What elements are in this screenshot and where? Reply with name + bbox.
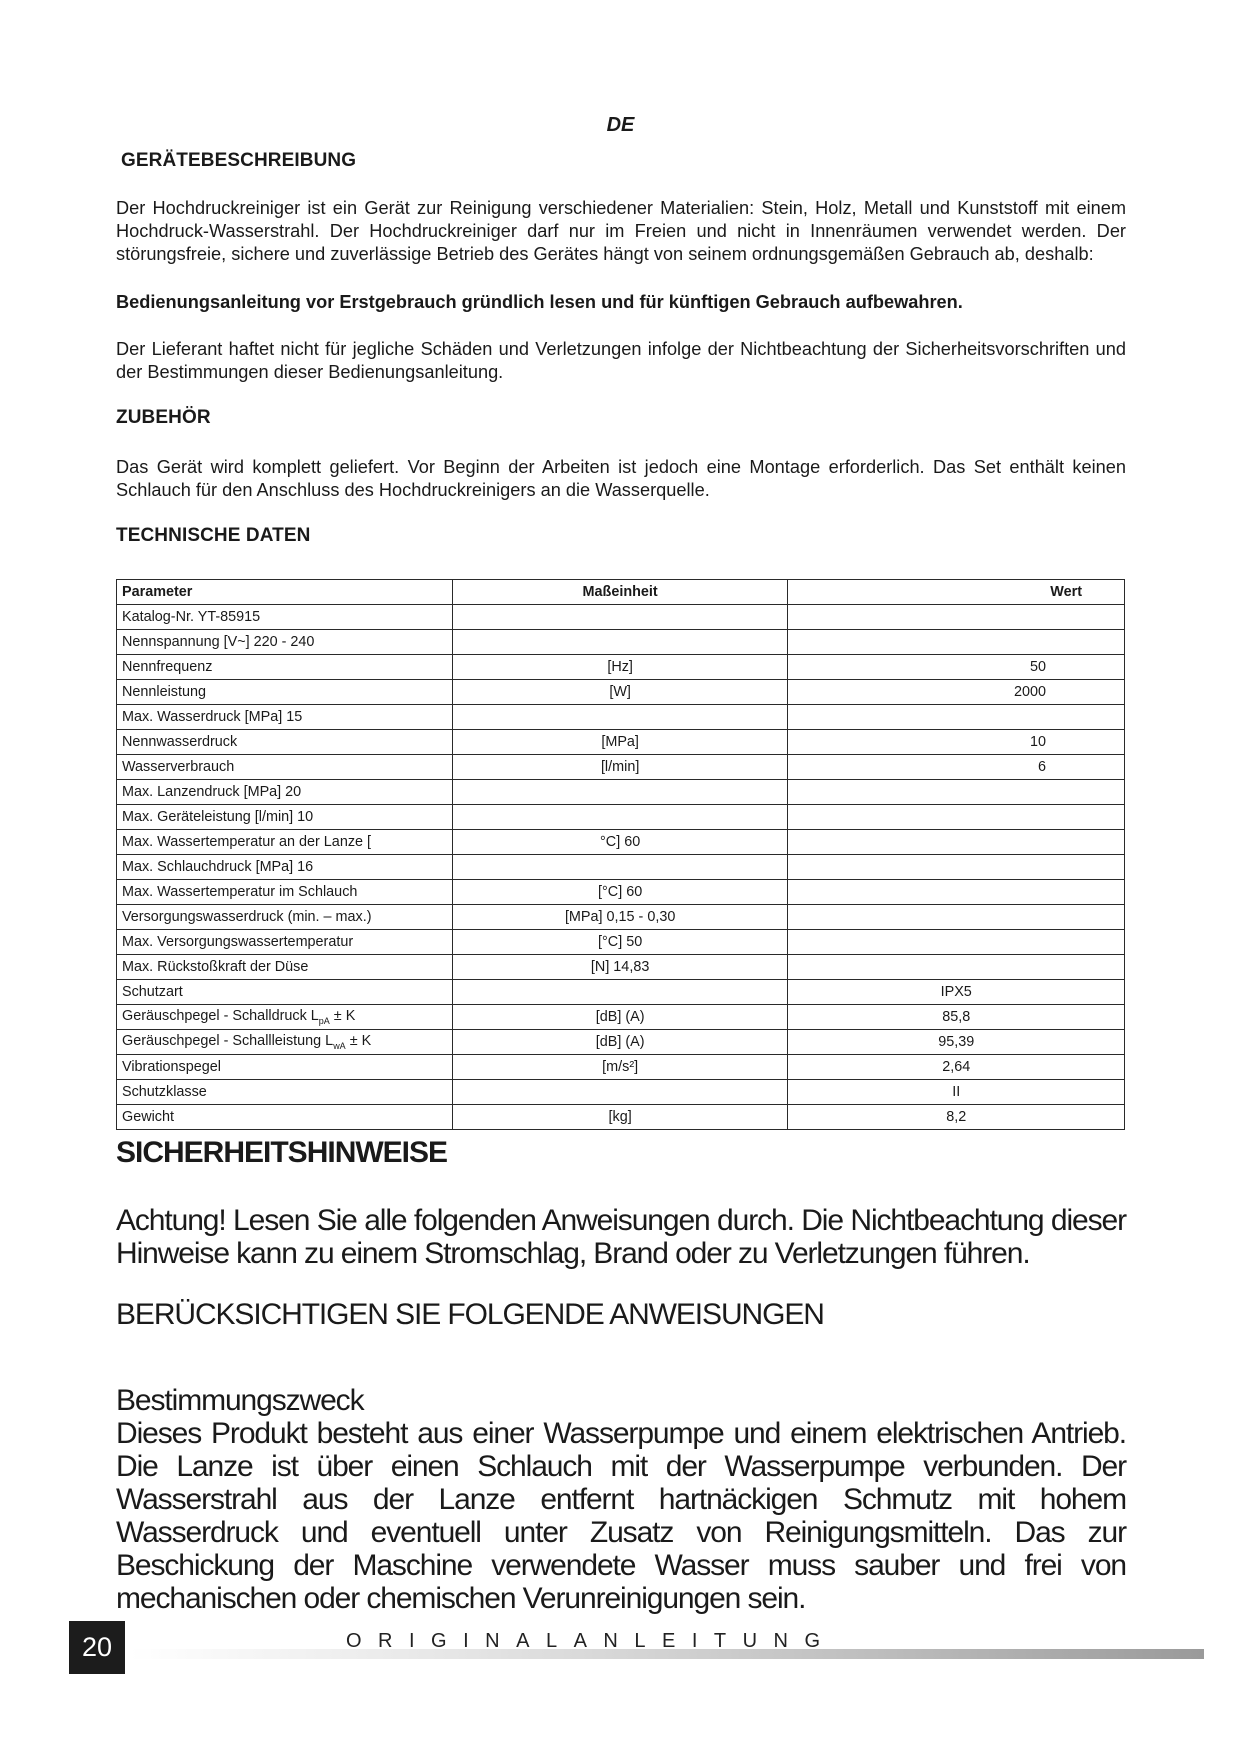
cell-parameter: Max. Rückstoßkraft der Düse xyxy=(117,955,453,980)
cell-parameter: Schutzklasse xyxy=(117,1080,453,1105)
table-row xyxy=(117,680,1125,705)
safety-title: SICHERHEITSHINWEISE xyxy=(116,1136,448,1169)
cell-value: 8,2 xyxy=(788,1105,1125,1130)
cell-parameter: Max. Wasserdruck [MPa] 15 xyxy=(117,705,453,730)
table-row xyxy=(117,705,1125,730)
cell-unit: [l/min] xyxy=(452,755,788,780)
table-row xyxy=(117,905,1125,930)
footer-original-manual: ORIGINALANLEITUNG xyxy=(346,1630,837,1652)
cell-parameter: Schutzart xyxy=(117,980,453,1005)
cell-unit xyxy=(452,980,788,1005)
table-row xyxy=(117,605,1125,630)
cell-unit xyxy=(452,805,788,830)
cell-parameter: Katalog-Nr. YT-85915 xyxy=(117,605,453,630)
cell-unit: °C] 60 xyxy=(452,830,788,855)
safety-warning: Achtung! Lesen Sie alle folgenden Anweisungen durch. Die Nichtbeachtung dieser Hinweise kann zu einem Stromschlag, Brand oder zu Verletzungen führen. xyxy=(116,1204,1126,1270)
header-parameter: Parameter xyxy=(117,580,453,605)
table-row xyxy=(117,755,1125,780)
header-value: Wert xyxy=(788,580,1125,605)
cell-unit xyxy=(452,605,788,630)
cell-value xyxy=(788,905,1125,930)
table-row xyxy=(117,1105,1125,1130)
cell-unit: [N] 14,83 xyxy=(452,955,788,980)
cell-parameter: Max. Wassertemperatur an der Lanze [ xyxy=(117,830,453,855)
cell-value: 2,64 xyxy=(788,1055,1125,1080)
table-row xyxy=(117,730,1125,755)
cell-parameter: Gewicht xyxy=(117,1105,453,1130)
cell-value: 6 xyxy=(788,755,1125,780)
cell-unit: [dB] (A) xyxy=(452,1030,788,1055)
cell-parameter: Max. Geräteleistung [l/min] 10 xyxy=(117,805,453,830)
cell-unit: [MPa] 0,15 - 0,30 xyxy=(452,905,788,930)
table-row xyxy=(117,805,1125,830)
cell-value xyxy=(788,830,1125,855)
cell-value xyxy=(788,605,1125,630)
cell-value xyxy=(788,955,1125,980)
cell-parameter: Vibrationspegel xyxy=(117,1055,453,1080)
table-row xyxy=(117,855,1125,880)
language-code: DE xyxy=(606,114,635,136)
table-row xyxy=(117,780,1125,805)
cell-parameter: Nennfrequenz xyxy=(117,655,453,680)
cell-parameter: Nennspannung [V~] 220 - 240 xyxy=(117,630,453,655)
cell-parameter: Versorgungswasserdruck (min. – max.) xyxy=(117,905,453,930)
technical-data-table xyxy=(116,579,1125,1130)
cell-value: 10 xyxy=(788,730,1125,755)
cell-parameter: Nennwasserdruck xyxy=(117,730,453,755)
cell-value: IPX5 xyxy=(788,980,1125,1005)
cell-value: 50 xyxy=(788,655,1125,680)
read-manual-notice: Bedienungsanleitung vor Erstgebrauch gründlich lesen und für künftigen Gebrauch aufbewahren. xyxy=(116,292,963,312)
cell-unit: [°C] 50 xyxy=(452,930,788,955)
cell-value xyxy=(788,780,1125,805)
cell-value: 95,39 xyxy=(788,1030,1125,1055)
cell-unit: [m/s²] xyxy=(452,1055,788,1080)
purpose-title: Bestimmungszweck xyxy=(116,1384,364,1417)
cell-parameter: Nennleistung xyxy=(117,680,453,705)
table-row xyxy=(117,1030,1125,1055)
cell-parameter: Geräuschpegel - Schallleistung $L_{wA} \pm K$ xyxy=(117,1030,453,1055)
cell-unit: [kg] xyxy=(452,1105,788,1130)
table-row xyxy=(117,1055,1125,1080)
table-row xyxy=(117,980,1125,1005)
cell-value: 85,8 xyxy=(788,1005,1125,1030)
table-row xyxy=(117,880,1125,905)
cell-parameter: Max. Wassertemperatur im Schlauch xyxy=(117,880,453,905)
instructions-heading: BERÜCKSICHTIGEN SIE FOLGENDE ANWEISUNGEN xyxy=(116,1298,824,1331)
table-header-row xyxy=(117,580,1125,605)
cell-parameter: Max. Lanzendruck [MPa] 20 xyxy=(117,780,453,805)
cell-value xyxy=(788,705,1125,730)
cell-unit xyxy=(452,855,788,880)
cell-unit xyxy=(452,630,788,655)
accessories-paragraph: Das Gerät wird komplett geliefert. Vor Beginn der Arbeiten ist jedoch eine Montage erforderlich. Das Set enthält keinen Schlauch für den Anschluss des Hochdruckreinigers an die Wasserquelle. xyxy=(116,457,1126,500)
cell-parameter: Wasserverbrauch xyxy=(117,755,453,780)
cell-unit xyxy=(452,780,788,805)
cell-value: 2000 xyxy=(788,680,1125,705)
cell-unit: [MPa] xyxy=(452,730,788,755)
description-paragraph: Der Hochdruckreiniger ist ein Gerät zur Reinigung verschiedener Materialien: Stein, Holz, Metall und Kunststoff mit einem Hochdruck-Wasserstrahl. Der Hochdruckreiniger darf nur im Freien und nicht in Innenräumen verwendet werden. Der störungsfreie, sichere und zuverlässige Betrieb des Gerätes hängt von seinem ordnungsgemäßen Gebrauch ab, deshalb: xyxy=(116,198,1126,264)
table-row xyxy=(117,830,1125,855)
purpose-text: Dieses Produkt besteht aus einer Wasserpumpe und einem elektrischen Antrieb. Die Lanze ist über einen Schlauch mit der Wasserpumpe verbunden. Der Wasserstrahl aus der Lanze entfernt hartnäckigen Schmutz mit hohem Wasserdruck und eventuell unter Zusatz von Reinigungsmitteln. Das zur Beschickung der Maschine verwendete Wasser muss sauber und frei von mechanischen oder chemischen Verunreinigungen sein. xyxy=(116,1417,1126,1615)
cell-unit: [W] xyxy=(452,680,788,705)
table-row xyxy=(117,1080,1125,1105)
cell-value xyxy=(788,805,1125,830)
table-row xyxy=(117,630,1125,655)
cell-value xyxy=(788,630,1125,655)
cell-unit: [Hz] xyxy=(452,655,788,680)
liability-paragraph: Der Lieferant haftet nicht für jegliche Schäden und Verletzungen infolge der Nichtbeachtung der Sicherheitsvorschriften und der Bestimmungen dieser Bedienungsanleitung. xyxy=(116,339,1126,382)
table-row xyxy=(117,930,1125,955)
cell-parameter: Max. Schlauchdruck [MPa] 16 xyxy=(117,855,453,880)
table-row xyxy=(117,655,1125,680)
table-row xyxy=(117,1005,1125,1030)
header-unit: Maßeinheit xyxy=(452,580,788,605)
cell-unit xyxy=(452,705,788,730)
cell-value xyxy=(788,880,1125,905)
cell-value xyxy=(788,855,1125,880)
section-title-technical-data: TECHNISCHE DATEN xyxy=(116,525,311,546)
cell-value: II xyxy=(788,1080,1125,1105)
cell-parameter: Max. Versorgungswassertemperatur xyxy=(117,930,453,955)
cell-value xyxy=(788,930,1125,955)
cell-unit: [dB] (A) xyxy=(452,1005,788,1030)
cell-parameter: Geräuschpegel - Schalldruck $L_{pA} \pm K$ xyxy=(117,1005,453,1030)
cell-unit: [°C] 60 xyxy=(452,880,788,905)
section-title-accessories: ZUBEHÖR xyxy=(116,407,211,428)
section-title-description: GERÄTEBESCHREIBUNG xyxy=(121,150,357,171)
table-row xyxy=(117,955,1125,980)
page-number: 20 xyxy=(69,1621,125,1674)
cell-unit xyxy=(452,1080,788,1105)
